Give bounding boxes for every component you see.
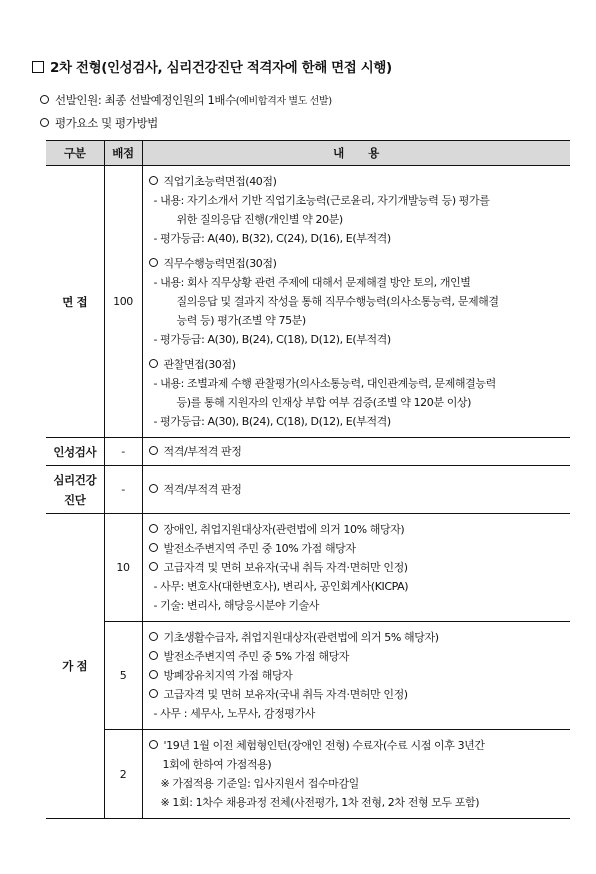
circle-bullet-icon <box>149 543 158 552</box>
bonus-content-10: 장애인, 취업지원대상자(관련법에 의거 10% 해당자) 발전소주변지역 주민 중 10% 가점 해당자 고급자격 및 면허 보유자(국내 취득 자격·면허만 인정) - 사무: 변호사(대한변호사), 변리사, 공인회계사(KICPA) - 기술: 변리사, 해당응시분야 기술사 <box>142 514 570 622</box>
bonus-score-5: 5 <box>104 622 142 730</box>
circle-bullet-icon <box>149 562 158 571</box>
psych-category: 심리건강 진단 <box>46 466 104 514</box>
bonus-score-2: 2 <box>104 730 142 819</box>
personality-category: 인성검사 <box>46 438 104 466</box>
personality-row <box>46 438 570 466</box>
circle-bullet-icon <box>149 689 158 698</box>
header-content: 내용 <box>142 141 570 166</box>
psych-score: - <box>104 466 142 514</box>
interview-row <box>46 166 570 438</box>
circle-bullet-icon <box>149 176 158 185</box>
circle-bullet-icon <box>149 524 158 533</box>
psych-row <box>46 466 570 514</box>
circle-bullet-icon <box>149 359 158 368</box>
square-bullet-icon <box>32 61 44 73</box>
evaluation-title: 평가요소 및 평가방법 <box>40 115 158 131</box>
selection-count: 선발인원: 최종 선발예정인원의 1배수(예비합격자 별도 선발) <box>40 92 332 108</box>
circle-bullet-icon <box>149 632 158 641</box>
interview-section: 직무수행능력면접(30점) - 내용: 회사 직무상황 관련 주제에 대해서 문제해결 방안 토의, 개인별 질의응답 및 결과지 작성을 통해 직무수행능력(의사소통능력, 문제해결 능력 등) 평가(조별 약 75분) - 평가등급: A(30), B(24), C(18), D(12), E(부적격) <box>149 254 567 349</box>
section-heading: 2차 전형(인성검사, 심리건강진단 적격자에 한해 면접 시행) <box>32 56 392 76</box>
bonus-score-10: 10 <box>104 514 142 622</box>
circle-bullet-icon <box>149 670 158 679</box>
circle-bullet-icon <box>40 118 49 127</box>
bonus-row-10 <box>46 514 570 622</box>
bonus-content-5: 기초생활수급자, 취업지원대상자(관련법에 의거 5% 해당자) 발전소주변지역 주민 중 5% 가점 해당자 방폐장유치지역 가점 해당자 고급자격 및 면허 보유자(국내 취득 자격·면허만 인정) - 사무 : 세무사, 노무사, 감정평가사 <box>142 622 570 730</box>
evaluation-table <box>46 140 570 819</box>
bonus-row-5 <box>46 622 570 730</box>
header-score: 배점 <box>104 141 142 166</box>
bonus-category: 가 점 <box>46 514 104 819</box>
bonus-content-2: '19년 1월 이전 체험형인턴(장애인 전형) 수료자(수료 시점 이후 3년간 1회에 한하여 가점적용) ※ 가점적용 기준일: 입사지원서 접수마감일 ※ 1회: 1차수 채용과정 전체(사전평가, 1차 전형, 2차 전형 모두 포함) <box>142 730 570 819</box>
circle-bullet-icon <box>149 446 158 455</box>
interview-category: 면 접 <box>46 166 104 438</box>
circle-bullet-icon <box>40 95 49 104</box>
interview-section: 관찰면접(30점) - 내용: 조별과제 수행 관찰평가(의사소통능력, 대인관계능력, 문제해결능력 등)를 통해 지원자의 인재상 부합 여부 검증(조별 약 120분 이상) - 평가등급: A(30), B(24), C(18), D(12), E(부적격) <box>149 355 567 431</box>
interview-section: 직업기초능력면접(40점) - 내용: 자기소개서 기반 직업기초능력(근로윤리, 자기개발능력 등) 평가를 위한 질의응답 진행(개인별 약 20분) - 평가등급: A(40), B(32), C(24), D(16), E(부적격) <box>149 172 567 248</box>
personality-content: 적격/부적격 판정 <box>142 438 570 466</box>
table-header-row <box>46 141 570 166</box>
psych-content: 적격/부적격 판정 <box>142 466 570 514</box>
circle-bullet-icon <box>149 484 158 493</box>
circle-bullet-icon <box>149 651 158 660</box>
header-category: 구분 <box>46 141 104 166</box>
bonus-row-2 <box>46 730 570 819</box>
personality-score: - <box>104 438 142 466</box>
circle-bullet-icon <box>149 258 158 267</box>
circle-bullet-icon <box>149 740 158 749</box>
interview-score: 100 <box>104 166 142 438</box>
interview-content <box>142 166 570 438</box>
